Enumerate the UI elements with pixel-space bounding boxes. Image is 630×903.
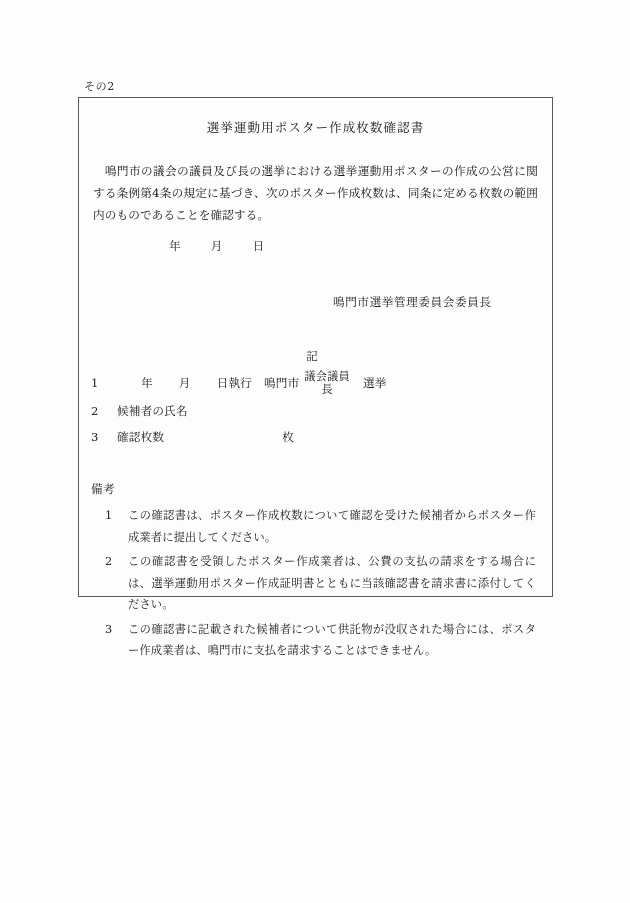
sheet-label: その2 — [84, 80, 115, 93]
date-year-label: 年 — [169, 239, 181, 253]
notes-heading: 備考 — [91, 482, 116, 496]
note-item — [91, 551, 540, 616]
item-3-number: 3 — [91, 430, 99, 444]
item-3-label: 確認枚数 — [117, 430, 165, 444]
date-month-label: 月 — [210, 239, 223, 253]
signer-line: 鳴門市選挙管理委員会委員長 — [333, 295, 492, 309]
item-1-number: 1 — [91, 376, 99, 390]
note-1-text: この確認書は、ポスター作成枚数について確認を受けた候補者からポスター作成業者に提出してください。 — [128, 509, 536, 544]
date-line — [91, 235, 540, 257]
items-list — [91, 372, 540, 448]
notes-list — [91, 505, 540, 662]
item-2-label: 候補者の氏名 — [117, 404, 188, 418]
item-1-day-execute: 日執行 — [216, 376, 252, 390]
list-item — [91, 372, 540, 396]
form-inner — [79, 118, 552, 657]
note-2-text: この確認書を受領したポスター作成業者は、公費の支払の請求をする場合には、選挙運動用ポスター作成証明書とともに当該確認書を請求書に添付してください。 — [128, 555, 536, 611]
note-2-number: 2 — [105, 555, 113, 568]
body-paragraph — [91, 160, 540, 226]
item-1-office-stack — [304, 371, 350, 395]
item-1-election: 選挙 — [362, 376, 387, 390]
item-1-month: 月 — [178, 376, 191, 390]
item-1-city: 鳴門市 — [263, 376, 300, 390]
note-1-number: 1 — [105, 509, 113, 522]
item-1-office-upper: 議会議員 — [304, 370, 350, 383]
note-item — [91, 619, 540, 662]
form-box — [78, 97, 553, 657]
list-item — [91, 426, 540, 448]
body-paragraph-text: 鳴門市の議会の議員及び長の選挙における選挙運動用ポスターの作成の公営に関する条例第4条の規定に基づき、次のポスター作成枚数は、同条に定める枚数の範囲内のものであることを確認する。 — [93, 164, 538, 222]
page-title: 選挙運動用ポスター作成枚数確認書 — [206, 120, 425, 135]
item-1-year: 年 — [141, 376, 153, 390]
note-3-text: この確認書に記載された候補者について供託物が没収された場合には、ポスター作成業者は、鳴門市に支払を請求することはできません。 — [128, 622, 536, 657]
note-3-number: 3 — [105, 622, 113, 636]
note-item — [91, 505, 540, 548]
list-item — [91, 400, 540, 422]
date-day-label: 日 — [252, 239, 265, 253]
item-1-office-lower: 長 — [321, 382, 333, 396]
ki-mark: 記 — [306, 349, 319, 363]
item-3-unit: 枚 — [282, 430, 294, 444]
item-2-number: 2 — [91, 404, 99, 418]
